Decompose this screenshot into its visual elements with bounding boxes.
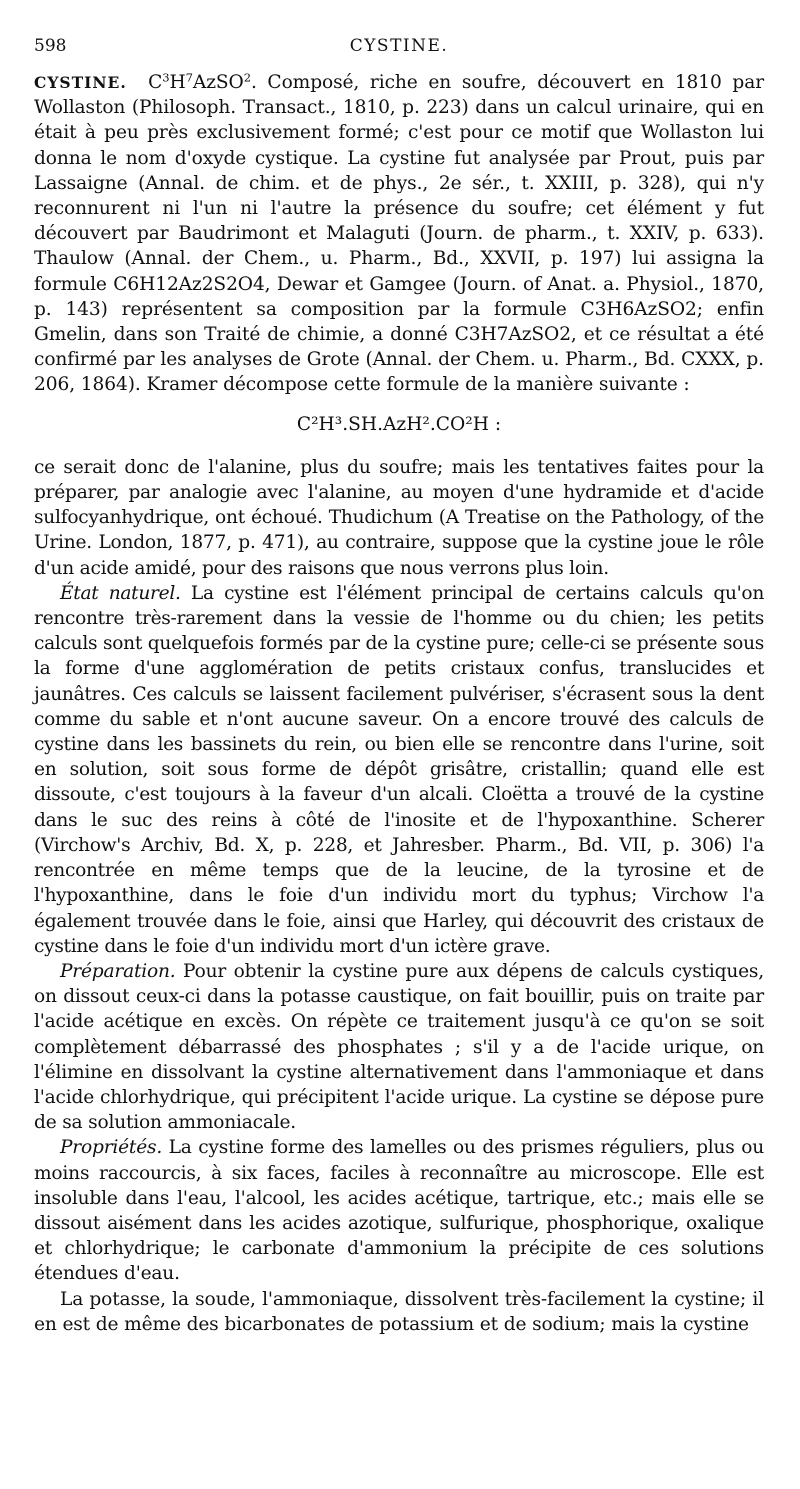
page-header — [34, 34, 764, 64]
page-number: 598 — [34, 36, 67, 56]
preparation-text: Pour obtenir la cystine pure aux dépens de calculs cystiques, on dissout ceux-ci dans la potasse caustique, on fait bouillir, puis on traite par l'acide acétique en excès. On répète ce traitement jusqu'à ce qu'on se soit complètement débarrassé des phosphates ; s'il y a de l'acide urique, on l'élimine en dissolvant la cystine alternativement dans l'ammoniaque et dans l'acide chlorhydrique, qui précipitent l'acide urique. La cystine se dépose pure de sa solution ammoniacale. — [34, 960, 764, 1134]
entry-text: . Composé, riche en soufre, découvert en 1810 par Wollaston (Philosoph. Transact., 1810, p. 223) dans un calcul urinaire, qui en était à peu près exclusivement formé; c'est pour ce motif que Wollaston lui donna le nom d'oxyde cystique. La cystine fut analysée par Prout, puis par Lassaigne (Annal. de chim. et de phys., 2e sér., t. XXIII, p. 328), qui n'y reconnurent ni l'un ni l'autre la présence du soufre; cet élément y fut découvert par Baudrimont et Malaguti (Journ. de pharm., t. XXIV, p. 633). Thaulow (Annal. der Chem., u. Pharm., Bd., XXVII, p. 197) lui assigna la formule C6H12Az2S2O4, Dewar et Gamgee (Journ. of Anat. a. Physiol., 1870, p. 143) représentent sa composition par la formule C3H6AzSO2; enfin Gmelin, dans son Traité de chimie, a donné C3H7AzSO2, et ce résultat a été confirmé par les analyses de Grote (Annal. der Chem. u. Pharm., Bd. CXXX, p. 206, 1864). Kramer décompose cette formule de la manière suivante : — [34, 72, 764, 396]
proprietes-title: Propriétés. — [60, 1137, 163, 1159]
entry-formula: $C^3H^7AzSO^2$ — [148, 70, 251, 93]
preparation-paragraph — [34, 959, 764, 1135]
entry-headword: CYSTINE. — [34, 73, 127, 92]
entry-paragraph — [34, 70, 764, 398]
last-paragraph: La potasse, la soude, l'ammoniaque, dissolvent très-facilement la cystine; il en est de même des bicarbonates de potassium et de sodium; mais la cystine — [34, 1288, 764, 1335]
etat-naturel-paragraph — [34, 581, 764, 959]
running-title: CYSTINE. — [349, 36, 449, 56]
proprietes-paragraph — [34, 1135, 764, 1286]
formula-line: C²H³.SH.AzH².CO²H : — [296, 413, 502, 435]
preparation-title: Préparation. — [60, 960, 176, 982]
proprietes-text: La cystine forme des lamelles ou des prismes réguliers, plus ou moins raccourcis, à six faces, faciles à reconnaître au microscope. Elle est insoluble dans l'eau, l'alcool, les acides acétique, tartrique, etc.; mais elle se dissout aisément dans les acides azotique, sulfurique, phosphorique, oxalique et chlorhydrique; le carbonate d'ammonium la précipite de ces solutions étendues d'eau. — [34, 1137, 764, 1285]
alanine-paragraph: ce serait donc de l'alanine, plus du soufre; mais les tentatives faites pour la préparer, par analogie avec l'alanine, au moyen d'une hydramide et d'acide sulfocyanhydrique, ont échoué. Thudichum (A Treatise on the Pathology, of the Urine. London, 1877, p. 471), au contraire, suppose que la cystine joue le rôle d'un acide amidé, pour des raisons que nous verrons plus loin. — [34, 456, 764, 579]
etat-naturel-text: La cystine est l'élément principal de certains calculs qu'on rencontre très-rarement dans la vessie de l'homme ou du chien; les petits calculs sont quelquefois formés par de la cystine pure; celle-ci se présente sous la forme d'une agglomération de petits cristaux confus, translucides et jaunâtres. Ces calculs se laissent facilement pulvériser, s'écrasent sous la dent comme du sable et n'ont aucune saveur. On a encore trouvé des calculs de cystine dans les bassinets du rein, ou bien elle se rencontre dans l'urine, soit en solution, soit sous forme de dépôt grisâtre, cristallin; quand elle est dissoute, c'est toujours à la faveur d'un alcali. Cloëtta a trouvé de la cystine dans le suc des reins à côté de l'inosite et de l'hypoxanthine. Scherer (Virchow's Archiv, Bd. X, p. 228, et Jahresber. Pharm., Bd. VII, p. 306) l'a rencontrée en même temps que de la leucine, de la tyrosine et de l'hypoxanthine, dans le foie d'un individu mort du typhus; Virchow l'a également trouvée dans le foie, ainsi que Harley, qui découvrit des cristaux de cystine dans le foie d'un individu mort d'un ictère grave. — [34, 582, 764, 957]
etat-naturel-title: État naturel. — [60, 582, 181, 604]
